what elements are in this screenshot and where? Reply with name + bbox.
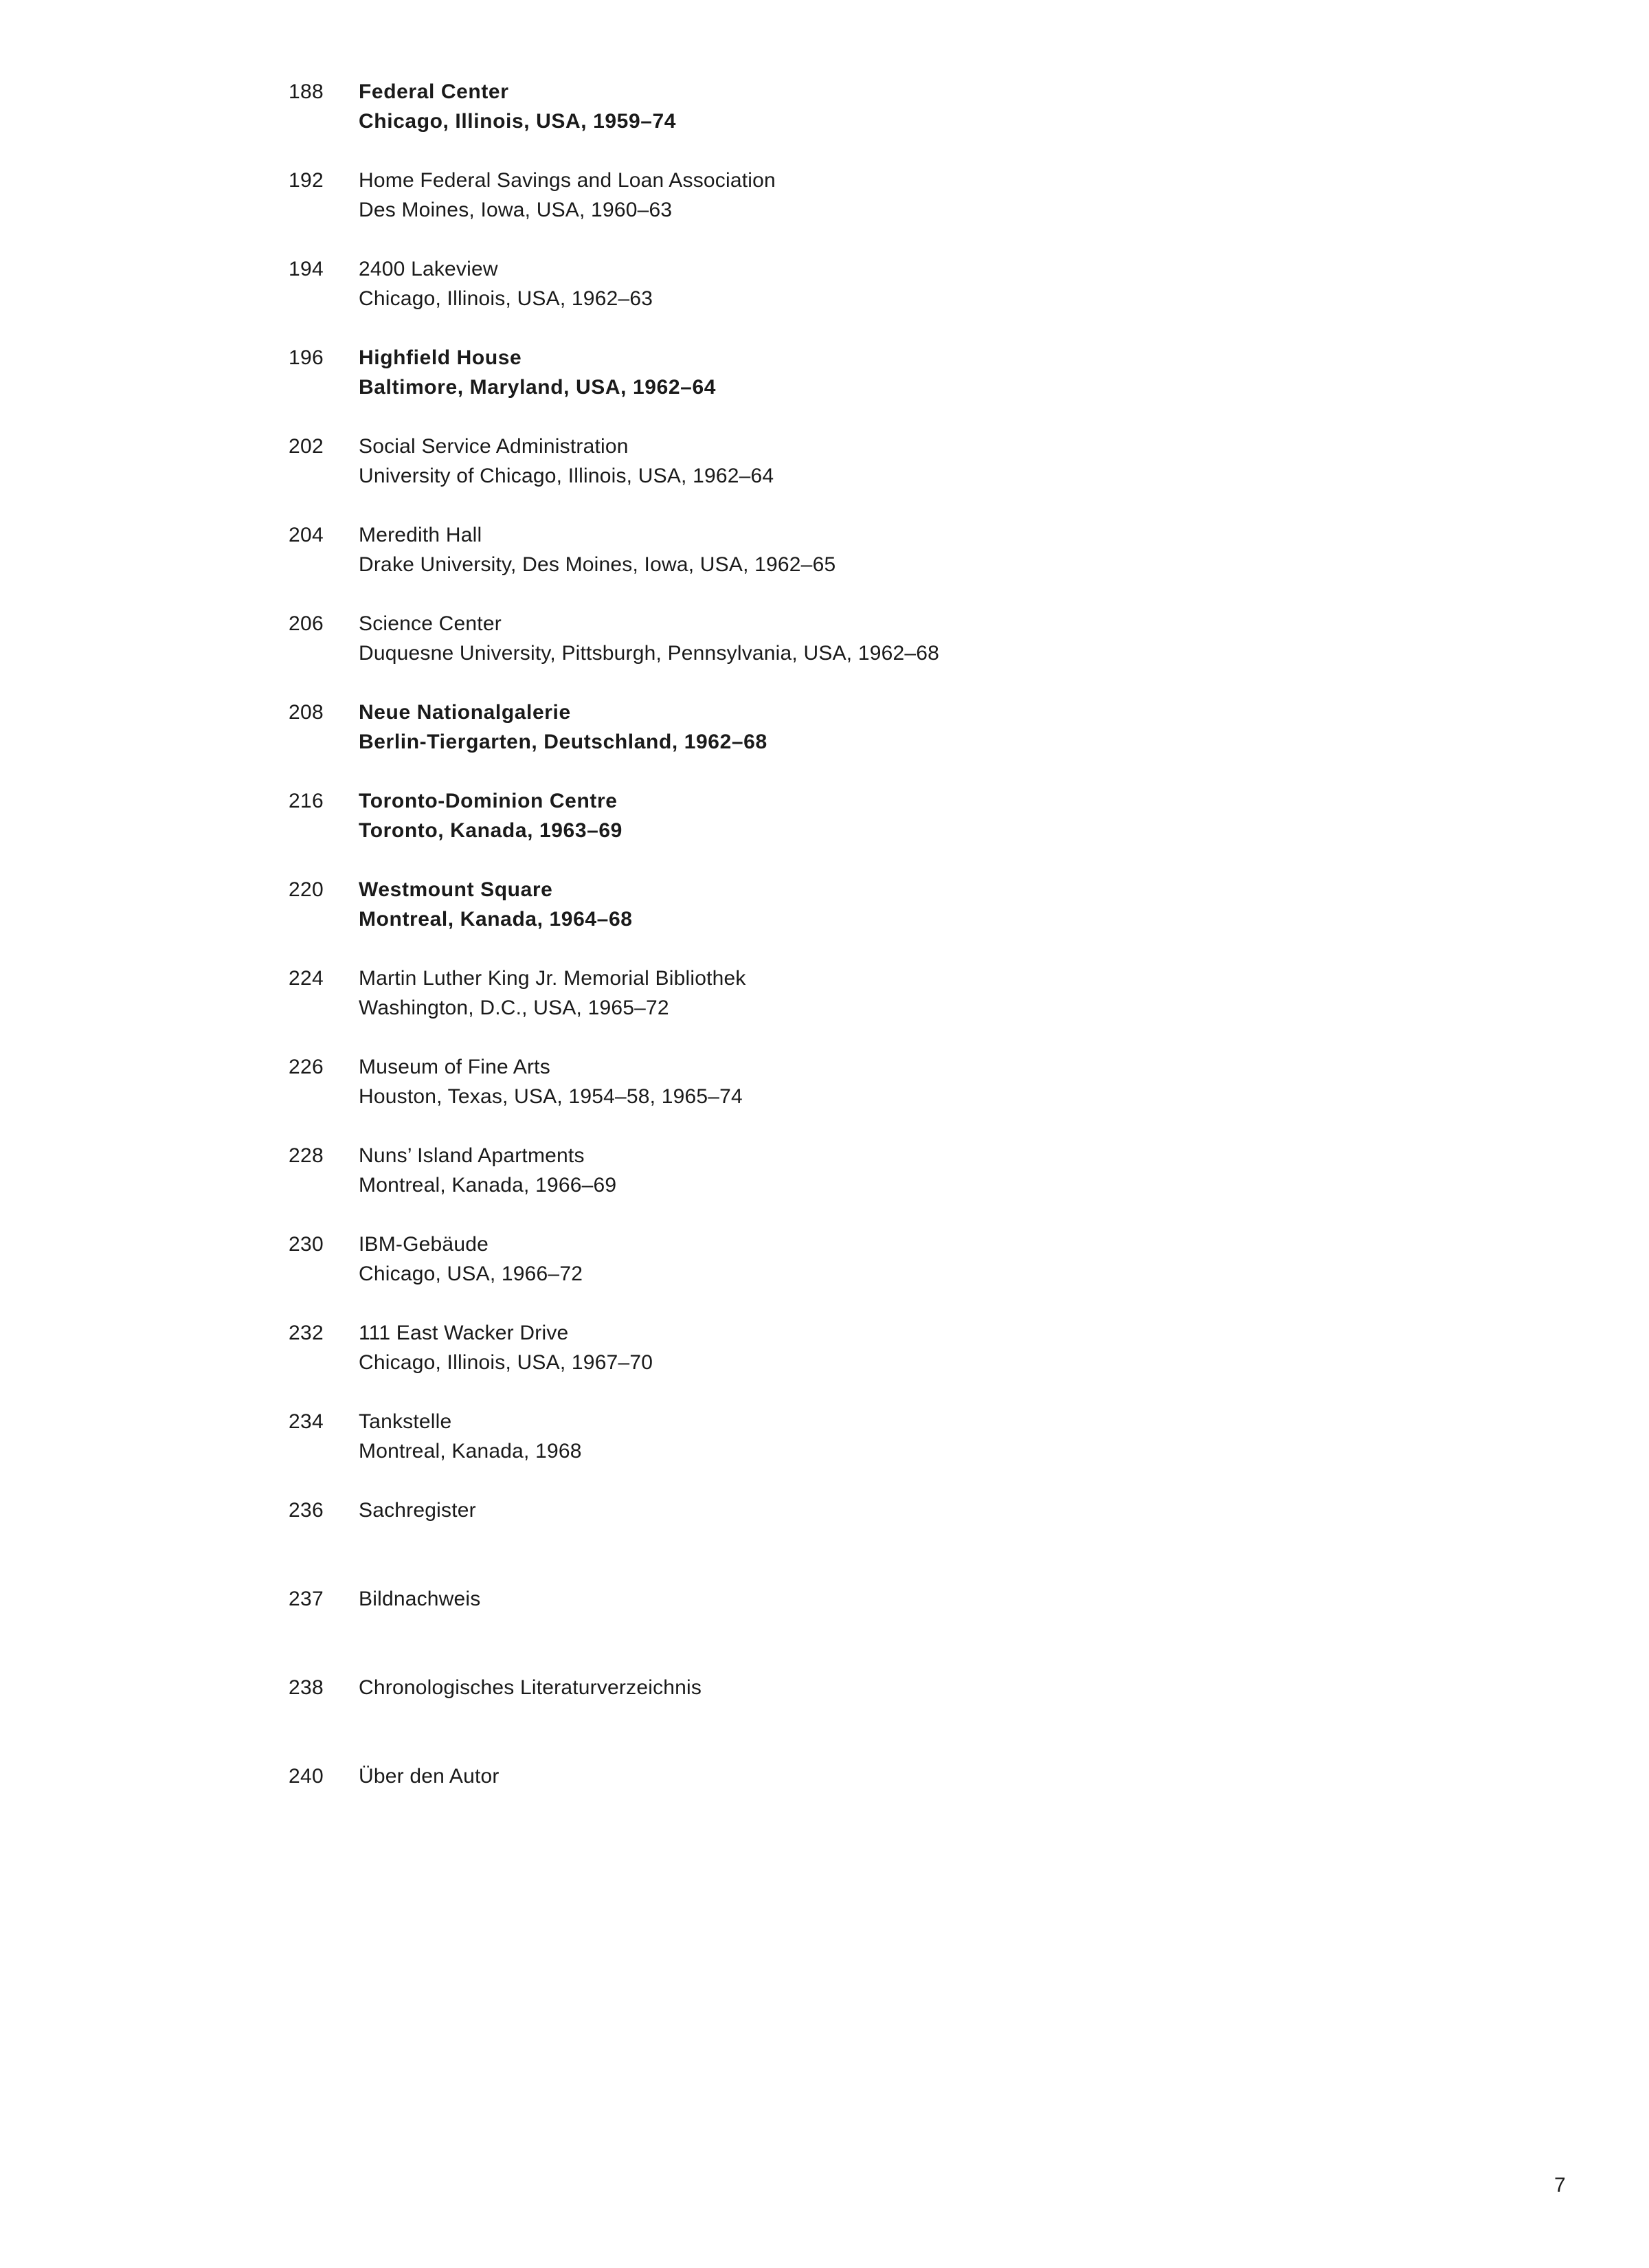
toc-entry-title: Highfield House bbox=[359, 346, 522, 369]
toc-entry-title: 111 East Wacker Drive bbox=[359, 1322, 569, 1344]
toc-entry bbox=[0, 1761, 1649, 1823]
toc-entry-title: Martin Luther King Jr. Memorial Bibliothek bbox=[359, 967, 746, 990]
toc-entry-text bbox=[359, 1141, 1527, 1200]
toc-entry-text bbox=[359, 1230, 1527, 1289]
toc-entry bbox=[0, 1318, 1649, 1380]
toc-entry bbox=[0, 1496, 1649, 1557]
toc-entry-title: Chronologisches Literaturverzeichnis bbox=[359, 1676, 702, 1699]
toc-entry-page-number: 194 bbox=[289, 258, 324, 280]
toc-entry-page-number: 204 bbox=[289, 524, 324, 546]
toc-entry-page-number: 228 bbox=[289, 1144, 324, 1167]
toc-entry-page-number: 237 bbox=[289, 1588, 324, 1610]
toc-entry-title: Toronto-Dominion Centre bbox=[359, 790, 618, 812]
toc-entry-title: Federal Center bbox=[359, 80, 509, 103]
toc-entry bbox=[0, 432, 1649, 493]
toc-entry-title: Social Service Administration bbox=[359, 435, 629, 458]
toc-entry-title: Nuns’ Island Apartments bbox=[359, 1144, 585, 1167]
toc-entry-text bbox=[359, 1052, 1527, 1111]
toc-entry bbox=[0, 343, 1649, 405]
toc-entry-page-number: 240 bbox=[289, 1765, 324, 1788]
toc-entry-page-number: 236 bbox=[289, 1499, 324, 1522]
page-number: 7 bbox=[1554, 2174, 1566, 2197]
toc-entry bbox=[0, 166, 1649, 227]
toc-entry-text bbox=[359, 254, 1527, 313]
toc-entry bbox=[0, 609, 1649, 671]
toc-entry-title: Meredith Hall bbox=[359, 524, 482, 546]
toc-entry bbox=[0, 254, 1649, 316]
toc-entry-text bbox=[359, 1407, 1527, 1466]
toc-entry-page-number: 224 bbox=[289, 967, 324, 990]
toc-entry bbox=[0, 520, 1649, 582]
toc-entry-location: Duquesne University, Pittsburgh, Pennsylvania, USA, 1962–68 bbox=[359, 642, 940, 665]
toc-entry bbox=[0, 1141, 1649, 1203]
toc-entry bbox=[0, 786, 1649, 848]
toc-entry-title: Home Federal Savings and Loan Association bbox=[359, 169, 776, 192]
toc-entry-page-number: 208 bbox=[289, 701, 324, 724]
toc-entry-page-number: 216 bbox=[289, 790, 324, 812]
toc-entry bbox=[0, 964, 1649, 1025]
toc-entry-title: Neue Nationalgalerie bbox=[359, 701, 571, 724]
toc-entry-title: Über den Autor bbox=[359, 1765, 500, 1788]
toc-entry-text bbox=[359, 1584, 1527, 1614]
toc-entry-page-number: 226 bbox=[289, 1056, 324, 1078]
toc-entry-text bbox=[359, 343, 1527, 402]
toc-entry-location: Montreal, Kanada, 1966–69 bbox=[359, 1174, 617, 1197]
toc-entry-page-number: 230 bbox=[289, 1233, 324, 1256]
toc-entry-location: Montreal, Kanada, 1968 bbox=[359, 1440, 582, 1463]
toc-entry bbox=[0, 875, 1649, 937]
toc-entry-page-number: 202 bbox=[289, 435, 324, 458]
toc-entry bbox=[0, 77, 1649, 139]
toc-entry-title: Tankstelle bbox=[359, 1410, 452, 1433]
toc-entry-location: Washington, D.C., USA, 1965–72 bbox=[359, 997, 669, 1019]
toc-entry-location: Baltimore, Maryland, USA, 1962–64 bbox=[359, 376, 717, 399]
toc-entry-page-number: 234 bbox=[289, 1410, 324, 1433]
toc-entry-text bbox=[359, 964, 1527, 1023]
toc-entry-page-number: 196 bbox=[289, 346, 324, 369]
toc-entry-page-number: 238 bbox=[289, 1676, 324, 1699]
toc-entry-page-number: 206 bbox=[289, 612, 324, 635]
toc-entry-location: Berlin-Tiergarten, Deutschland, 1962–68 bbox=[359, 731, 767, 753]
toc-entry-page-number: 188 bbox=[289, 80, 324, 103]
toc-entry-page-number: 192 bbox=[289, 169, 324, 192]
toc-entry-location: Houston, Texas, USA, 1954–58, 1965–74 bbox=[359, 1085, 743, 1108]
toc-entry-location: Toronto, Kanada, 1963–69 bbox=[359, 819, 622, 842]
toc-entry-text bbox=[359, 1673, 1527, 1702]
toc-entry-text bbox=[359, 786, 1527, 845]
toc-entry-text bbox=[359, 77, 1527, 136]
toc-entry-location: Chicago, Illinois, USA, 1967–70 bbox=[359, 1351, 653, 1374]
toc-entry-text bbox=[359, 1318, 1527, 1377]
toc-entry bbox=[0, 698, 1649, 759]
toc-entry bbox=[0, 1673, 1649, 1735]
toc-entry-location: University of Chicago, Illinois, USA, 1962–64 bbox=[359, 465, 774, 487]
toc-entry-text bbox=[359, 609, 1527, 668]
toc-entry-text bbox=[359, 432, 1527, 491]
toc-entry-text bbox=[359, 875, 1527, 934]
toc-entry-text bbox=[359, 520, 1527, 579]
toc-entry bbox=[0, 1230, 1649, 1291]
toc-entry-location: Chicago, USA, 1966–72 bbox=[359, 1263, 583, 1285]
toc-entry-text bbox=[359, 1496, 1527, 1525]
toc-entry bbox=[0, 1407, 1649, 1469]
toc-entry-location: Chicago, Illinois, USA, 1959–74 bbox=[359, 110, 677, 133]
toc-entry bbox=[0, 1052, 1649, 1114]
toc-entry-title: Science Center bbox=[359, 612, 502, 635]
toc-entry-location: Chicago, Illinois, USA, 1962–63 bbox=[359, 287, 653, 310]
toc-entry-title: Sachregister bbox=[359, 1499, 476, 1522]
toc-entry-location: Des Moines, Iowa, USA, 1960–63 bbox=[359, 199, 673, 221]
toc-entry-text bbox=[359, 698, 1527, 757]
toc-entry-page-number: 232 bbox=[289, 1322, 324, 1344]
toc-entry bbox=[0, 1584, 1649, 1646]
toc-entry-location: Montreal, Kanada, 1964–68 bbox=[359, 908, 633, 931]
toc-entry-title: IBM-Gebäude bbox=[359, 1233, 489, 1256]
toc-entry-title: Westmount Square bbox=[359, 878, 553, 901]
toc-entry-text bbox=[359, 166, 1527, 225]
toc-entry-text bbox=[359, 1761, 1527, 1791]
toc-entry-page-number: 220 bbox=[289, 878, 324, 901]
toc-entry-location: Drake University, Des Moines, Iowa, USA, 1962–65 bbox=[359, 553, 836, 576]
toc-entry-title: Museum of Fine Arts bbox=[359, 1056, 550, 1078]
toc-entry-title: 2400 Lakeview bbox=[359, 258, 498, 280]
toc-entry-title: Bildnachweis bbox=[359, 1588, 481, 1610]
